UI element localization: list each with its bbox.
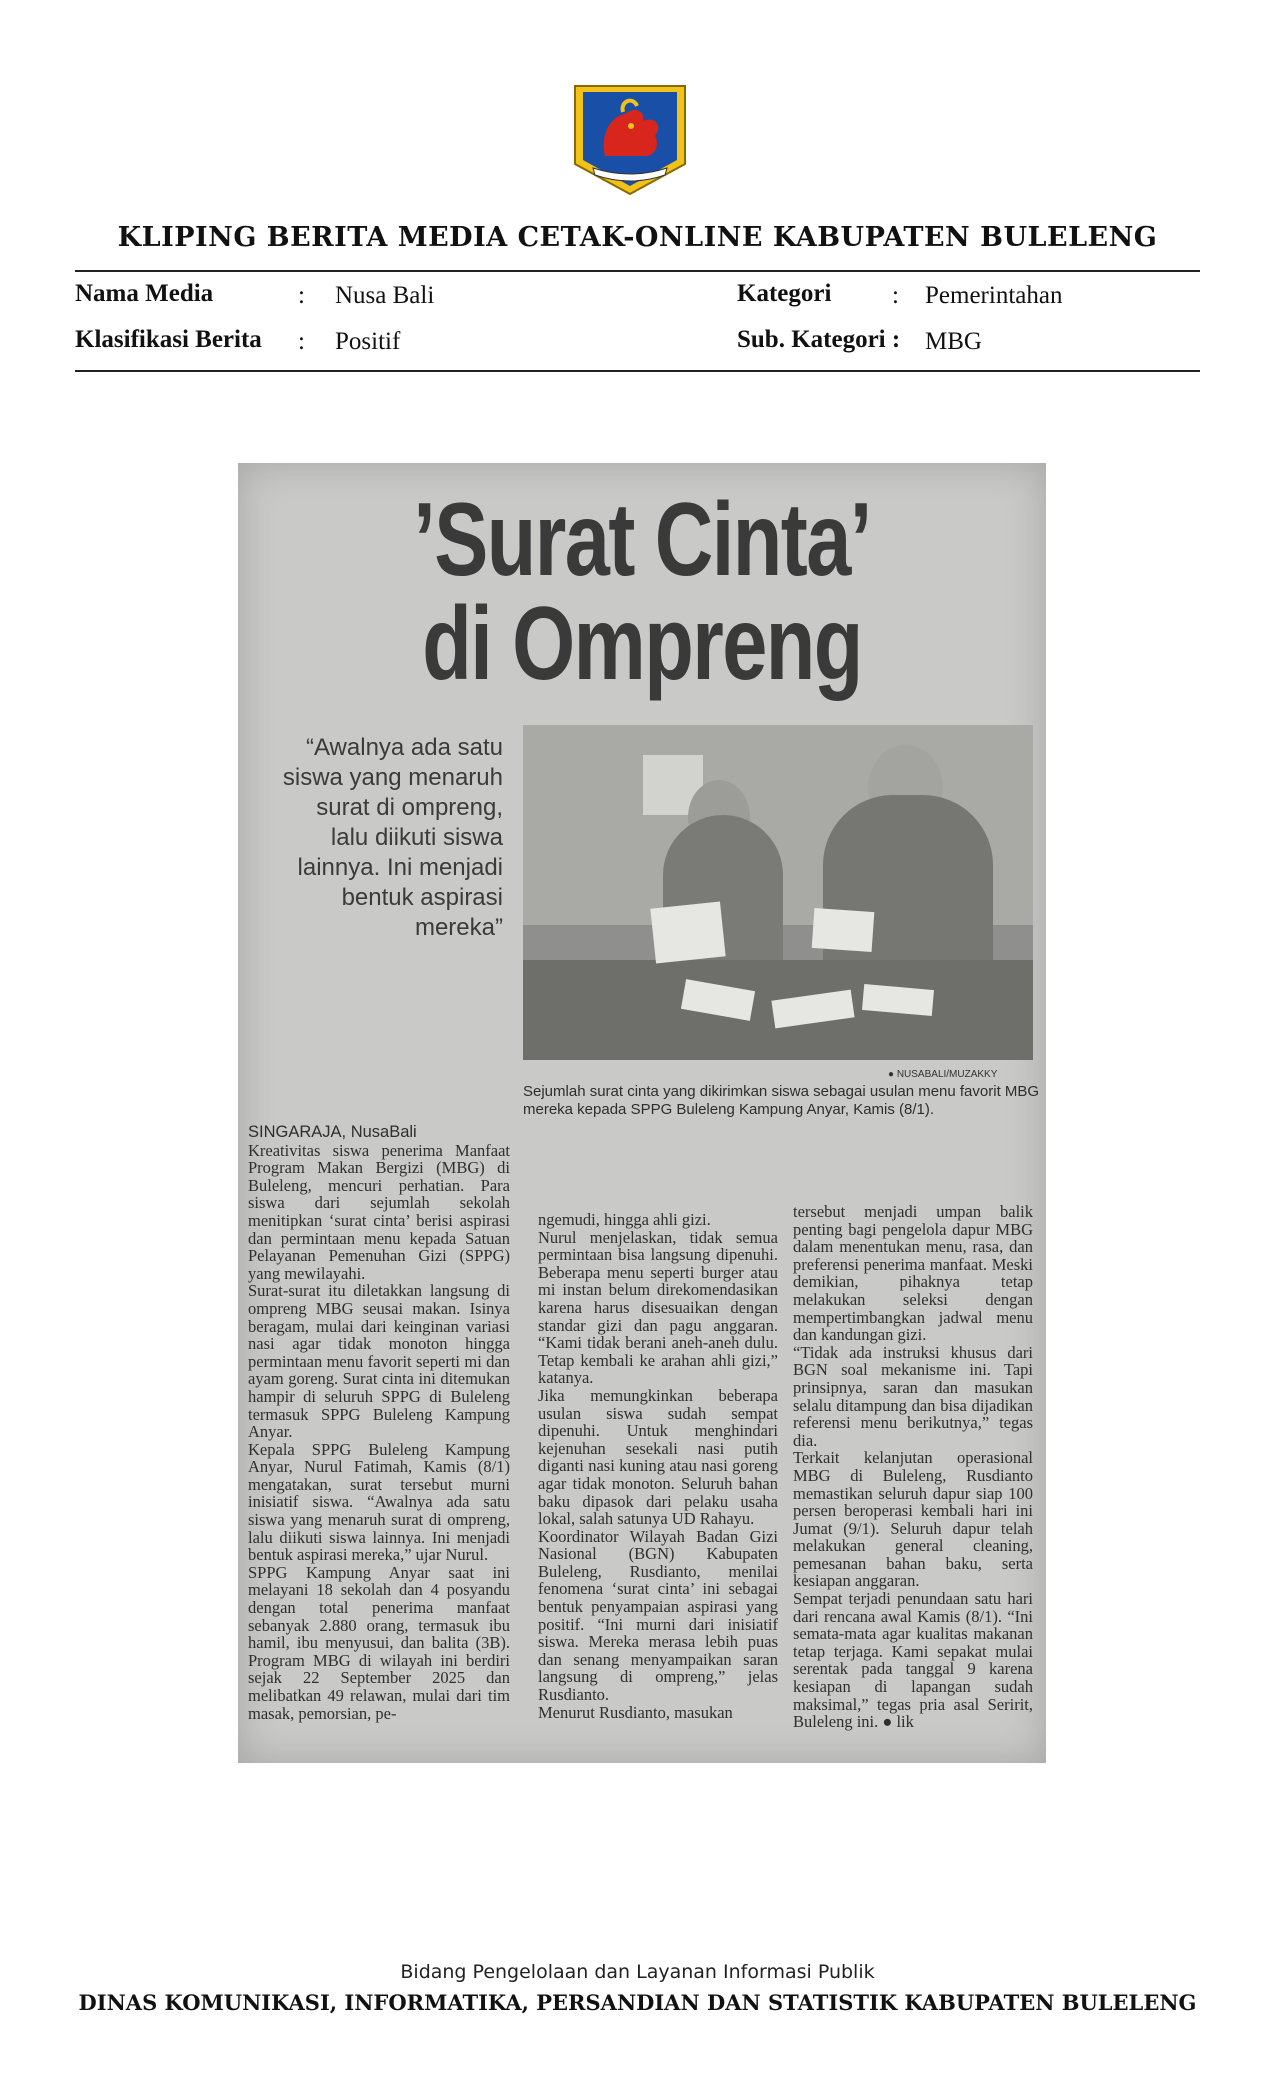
colon: :	[298, 328, 305, 355]
divider-top	[75, 270, 1200, 272]
nama-media-value: Nusa Bali	[335, 282, 435, 309]
klasifikasi-value: Positif	[335, 328, 401, 355]
dateline: SINGARAJA, NusaBali	[248, 1123, 417, 1141]
document-title: KLIPING BERITA MEDIA CETAK-ONLINE KABUPATEN BULELENG	[117, 222, 1158, 253]
article-column-1	[248, 1123, 510, 1722]
colon: :	[298, 282, 305, 309]
article-column-2: ngemudi, hingga ahli gizi. Nurul menjelaskan, tidak semua permintaan bisa langsung dipenuhi. Beberapa menu seperti burger atau mi instan belum direkomendasikan karena harus disesuaikan dengan standar gizi dan pagu anggaran. “Kami tidak berani aneh-aneh dulu. Tetap kembali ke arahan ahli gizi,” katanya. Jika memungkinkan beberapa usulan siswa sudah sempat dipenuhi. Untuk menghindari kejenuhan sesekali nasi putih diganti nasi kuning atau nasi goreng agar tidak monoton. Seluruh bahan baku dipasok dari pelaku usaha lokal, salah satunya UD Rahayu. Koordinator Wilayah Badan Gizi Nasional (BGN) Kabupaten Buleleng, Rusdianto, menilai fenomena ‘surat cinta’ ini sebagai bentuk penyampaian aspirasi yang positif. “Ini murni dari inisiatif siswa. Mereka merasa lebih puas dan senang menyampaikan saran langsung di ompreng,” jelas Rusdianto. Menurut Rusdianto, masukan	[538, 1210, 778, 1722]
singa-ambara-raja-crest-icon	[565, 76, 695, 196]
photo-caption: Sejumlah surat cinta yang dikirimkan siswa sebagai usulan menu favorit MBG mereka kepada SPPG Buleleng Kampung Anyar, Kamis (8/1).	[523, 1083, 1040, 1118]
sub-kategori-value: MBG	[925, 328, 982, 355]
footer-department: Bidang Pengelolaan dan Layanan Informasi Publik	[400, 1961, 875, 1983]
newspaper-clipping	[238, 463, 1046, 1763]
kategori-label: Kategori	[737, 280, 832, 307]
colon: :	[892, 282, 899, 309]
article-column-3: tersebut menjadi umpan balik penting bagi pengelola dapur MBG dalam menentukan menu, rasa, dan preferensi penerima manfaat. Meski demikian, pihaknya tetap melakukan seleksi dengan mempertimbangkan jadwal menu dan kandungan gizi. “Tidak ada instruksi khusus dari BGN soal mekanisme ini. Tapi prinsipnya, saran dan masukan selalu ditampung dan bisa dijadikan referensi menu berikutnya,” tegas dia. Terkait kelanjutan operasional MBG di Buleleng, Rusdianto memastikan seluruh dapur siap 100 persen beroperasi kembali hari ini Jumat (9/1). Seluruh dapur telah melakukan general cleaning, pemesanan bahan baku, serta kesiapan anggaran. Sempat terjadi penundaan satu hari dari rencana awal Kamis (8/1). “Ini semata-mata agar kualitas makanan tetap terjaga. Kami sepakat mulai serentak pada tanggal 9 karena kesiapan di lapangan sudah maksimal,” tegas pria asal Seririt, Buleleng ini. ● lik	[793, 1202, 1033, 1732]
pull-quote: “Awalnya ada satu siswa yang menaruh surat di ompreng, lalu diikuti siswa lainnya. Ini menjadi bentuk aspirasi mereka”	[282, 734, 503, 941]
headline-line-2: di Ompreng	[422, 586, 862, 702]
kategori-value: Pemerintahan	[925, 282, 1063, 309]
klasifikasi-label: Klasifikasi Berita	[75, 326, 262, 353]
sub-kategori-label: Sub. Kategori :	[737, 326, 901, 353]
headline-line-1: ’Surat Cinta’	[413, 482, 871, 598]
photo-credit: ● NUSABALI/MUZAKKY	[888, 1069, 998, 1080]
article-photo	[523, 725, 1033, 1060]
nama-media-label: Nama Media	[75, 280, 214, 307]
divider-bottom	[75, 370, 1200, 372]
column-1-text: Kreativitas siswa penerima Manfaat Program Makan Bergizi (MBG) di Buleleng, mencuri perhatian. Para siswa dari sejumlah sekolah menitipkan ‘surat cinta’ berisi aspirasi dan permintaan menu kepada Satuan Pelayanan Pemenuhan Gizi (SPPG) yang mewilayahi. Surat-surat itu diletakkan langsung di ompreng MBG seusai makan. Isinya beragam, mulai dari keinginan variasi nasi agar tidak monoton hingga permintaan menu favorit seperti mi dan ayam goreng. Surat cinta ini ditemukan hampir di seluruh SPPG di Buleleng termasuk SPPG Buleleng Kampung Anyar. Kepala SPPG Buleleng Kampung Anyar, Nurul Fatimah, Kamis (8/1) mengatakan, surat tersebut murni inisiatif siswa. “Awalnya ada satu siswa yang menaruh surat di ompreng, lalu diikuti siswa lainnya. Ini menjadi bentuk aspirasi mereka,” ujar Nurul. SPPG Kampung Anyar saat ini melayani 18 sekolah dan 4 posyandu dengan total penerima manfaat sebanyak 2.880 orang, termasuk ibu hamil, ibu menyusui, dan balita (3B). Program MBG di wilayah ini berdiri sejak 22 September 2025 dan melibatkan 49 relawan, mulai dari tim masak, pemorsian, pe-	[248, 1140, 510, 1723]
footer-agency: DINAS KOMUNIKASI, INFORMATIKA, PERSANDIAN DAN STATISTIK KABUPATEN BULELENG	[78, 1990, 1197, 2015]
